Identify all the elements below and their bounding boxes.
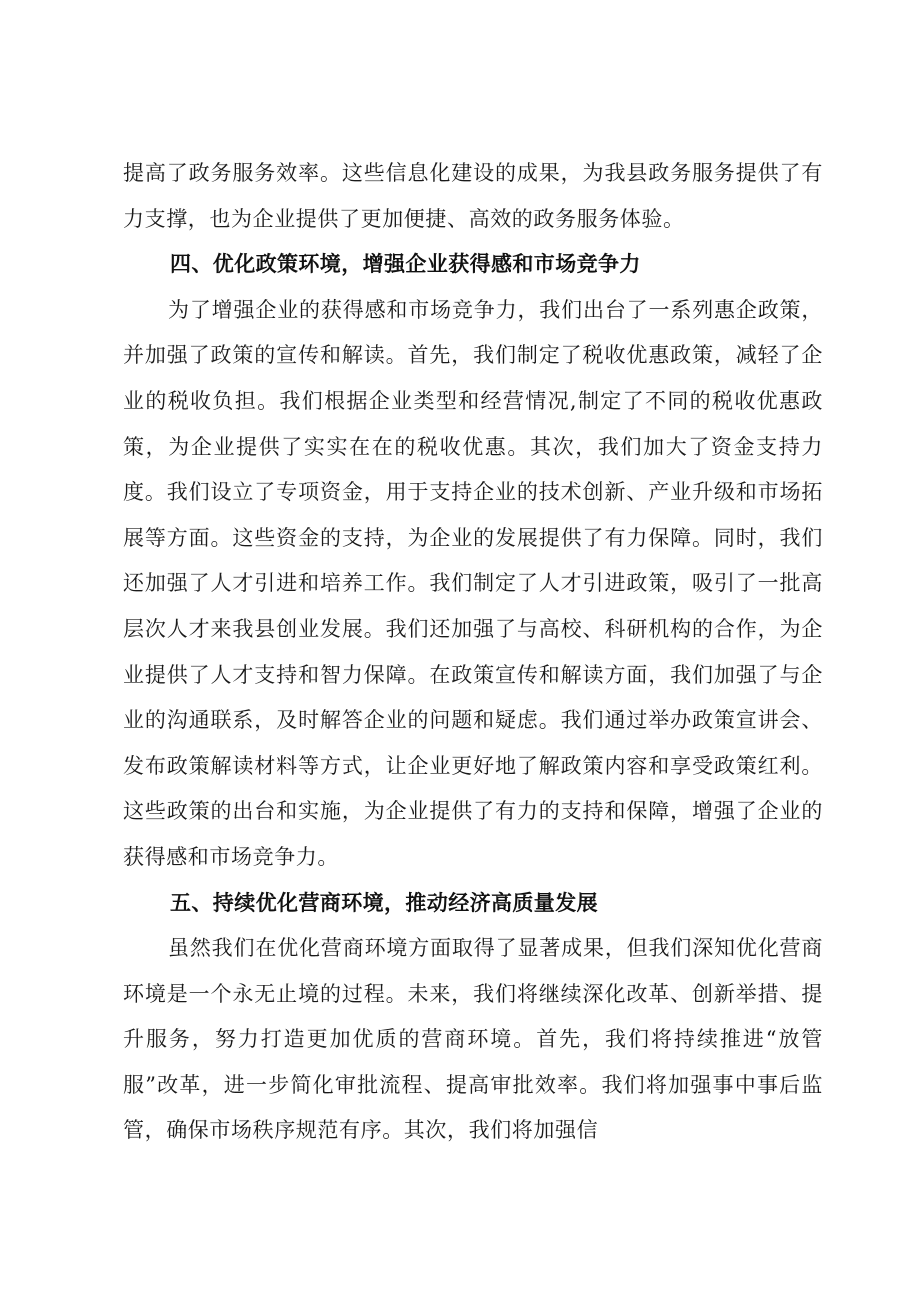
section-heading-four: 四、优化政策环境，增强企业获得感和市场竞争力	[170, 252, 641, 277]
section-heading-five: 五、持续优化营商环境，推动经济高质量发展	[170, 890, 598, 915]
document-body	[123, 151, 823, 1154]
paragraph-policy-environment: 为了增强企业的获得感和市场竞争力，我们出台了一系列惠企政策，并加强了政策的宣传和解读。首先，我们制定了税收优惠政策，减轻了企业的税收负担。我们根据企业类型和经营情况,制定了不同的税收优惠政策，为企业提供了实实在在的税收优惠。其次，我们加大了资金支持力度。我们设立了专项资金，用于支持企业的技术创新、产业升级和市场拓展等方面。这些资金的支持，为企业的发展提供了有力保障。同时，我们还加强了人才引进和培养工作。我们制定了人才引进政策，吸引了一批高层次人才来我县创业发展。我们还加强了与高校、科研机构的合作，为企业提供了人才支持和智力保障。在政策宣传和解读方面，我们加强了与企业的沟通联系，及时解答企业的问题和疑虑。我们通过举办政策宣讲会、发布政策解读材料等方式，让企业更好地了解政策内容和享受政策红利。这些政策的出台和实施，为企业提供了有力的支持和保障，增强了企业的获得感和市场竞争力。	[123, 297, 823, 869]
paragraph-intro-continuation: 提高了政务服务效率。这些信息化建设的成果，为我县政务服务提供了有力支撑，也为企业提供了更加便捷、高效的政务服务体验。	[123, 161, 823, 231]
paragraph-business-environment: 虽然我们在优化营商环境方面取得了显著成果，但我们深知优化营商环境是一个永无止境的过程。未来，我们将继续深化改革、创新举措、提升服务，努力打造更加优质的营商环境。首先，我们将持续推进“放管服”改革，进一步简化审批流程、提高审批效率。我们将加强事中事后监管，确保市场秩序规范有序。其次，我们将加强信	[123, 936, 823, 1143]
